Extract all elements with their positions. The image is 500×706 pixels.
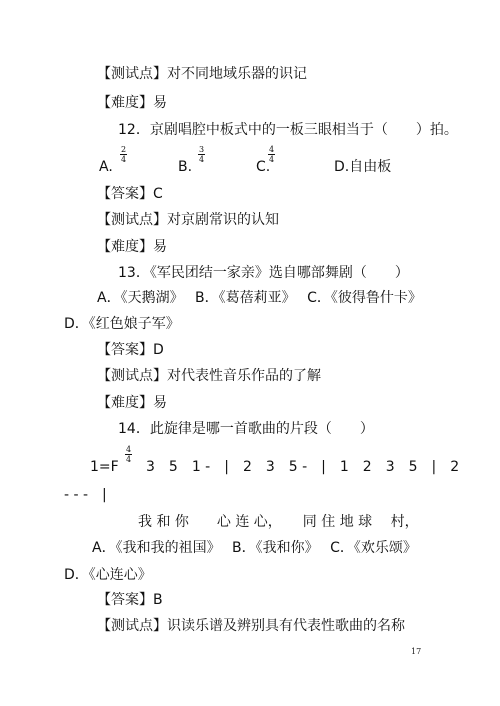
q12-option-c-numerator: 4 (268, 145, 275, 154)
question-12: 12．京剧唱腔中板式中的一板三眼相当于（ ）拍。 (118, 122, 458, 138)
q12-option-a-fraction (120, 145, 127, 164)
page-number: 17 (411, 647, 422, 656)
question-13: 13．《军民团结一家亲》选自哪部舞剧（ ） (118, 265, 409, 281)
q13-options-abc: A．《天鹅湖》 B．《葛蓓莉亚》 C．《彼得鲁什卡》 (97, 290, 422, 306)
difficulty-line: 【难度】易 (97, 395, 167, 411)
q12-option-a-label: A. (99, 159, 113, 175)
q14-option-d: D．《心连心》 (64, 567, 152, 583)
answer-line: 【答案】B (97, 592, 163, 608)
test-point-line: 【测试点】对京剧常识的认知 (97, 212, 279, 228)
answer-line: 【答案】C (97, 186, 163, 202)
q12-option-a-numerator: 2 (120, 145, 127, 154)
test-point-line: 【测试点】对代表性音乐作品的了解 (97, 368, 321, 384)
q12-option-b-denominator: 4 (198, 155, 205, 164)
difficulty-line: 【难度】易 (97, 95, 167, 111)
test-point-line: 【测试点】识读乐谱及辨别具有代表性歌曲的名称 (97, 618, 405, 634)
q14-options-abc: A．《我和我的祖国》 B．《我和你》 C．《欢乐颂》 (92, 540, 417, 556)
q13-option-d: D．《红色娘子军》 (64, 316, 180, 332)
q12-option-b-fraction (198, 145, 205, 164)
q12-option-a-denominator: 4 (120, 155, 127, 164)
lyrics-row: 我 和 你 心 连 心， 同 住 地 球 村， (138, 514, 419, 530)
q12-option-d: D.自由板 (334, 159, 392, 175)
test-point-line: 【测试点】对不同地域乐器的识记 (97, 66, 307, 82)
q12-option-b-label: B. (178, 159, 193, 175)
answer-line: 【答案】D (97, 342, 164, 358)
q12-option-c-denominator: 4 (268, 155, 275, 164)
q12-option-b-numerator: 3 (198, 145, 205, 154)
question-14: 14．此旋律是哪一首歌曲的片段（ ） (118, 421, 374, 437)
q12-option-c-fraction (268, 145, 275, 164)
q12-option-c-label: C. (256, 159, 271, 175)
time-signature-numerator: 4 (125, 445, 132, 454)
difficulty-line: 【难度】易 (97, 239, 167, 255)
time-signature-denominator: 4 (125, 455, 132, 464)
notation-key: 1=F (90, 459, 119, 475)
notation-time-signature (125, 445, 132, 464)
notation-row-1: 3 5 1 - | 2 3 5 - | 1 2 3 5 | 2 (146, 459, 460, 475)
notation-row-2: - - - | (64, 487, 107, 503)
